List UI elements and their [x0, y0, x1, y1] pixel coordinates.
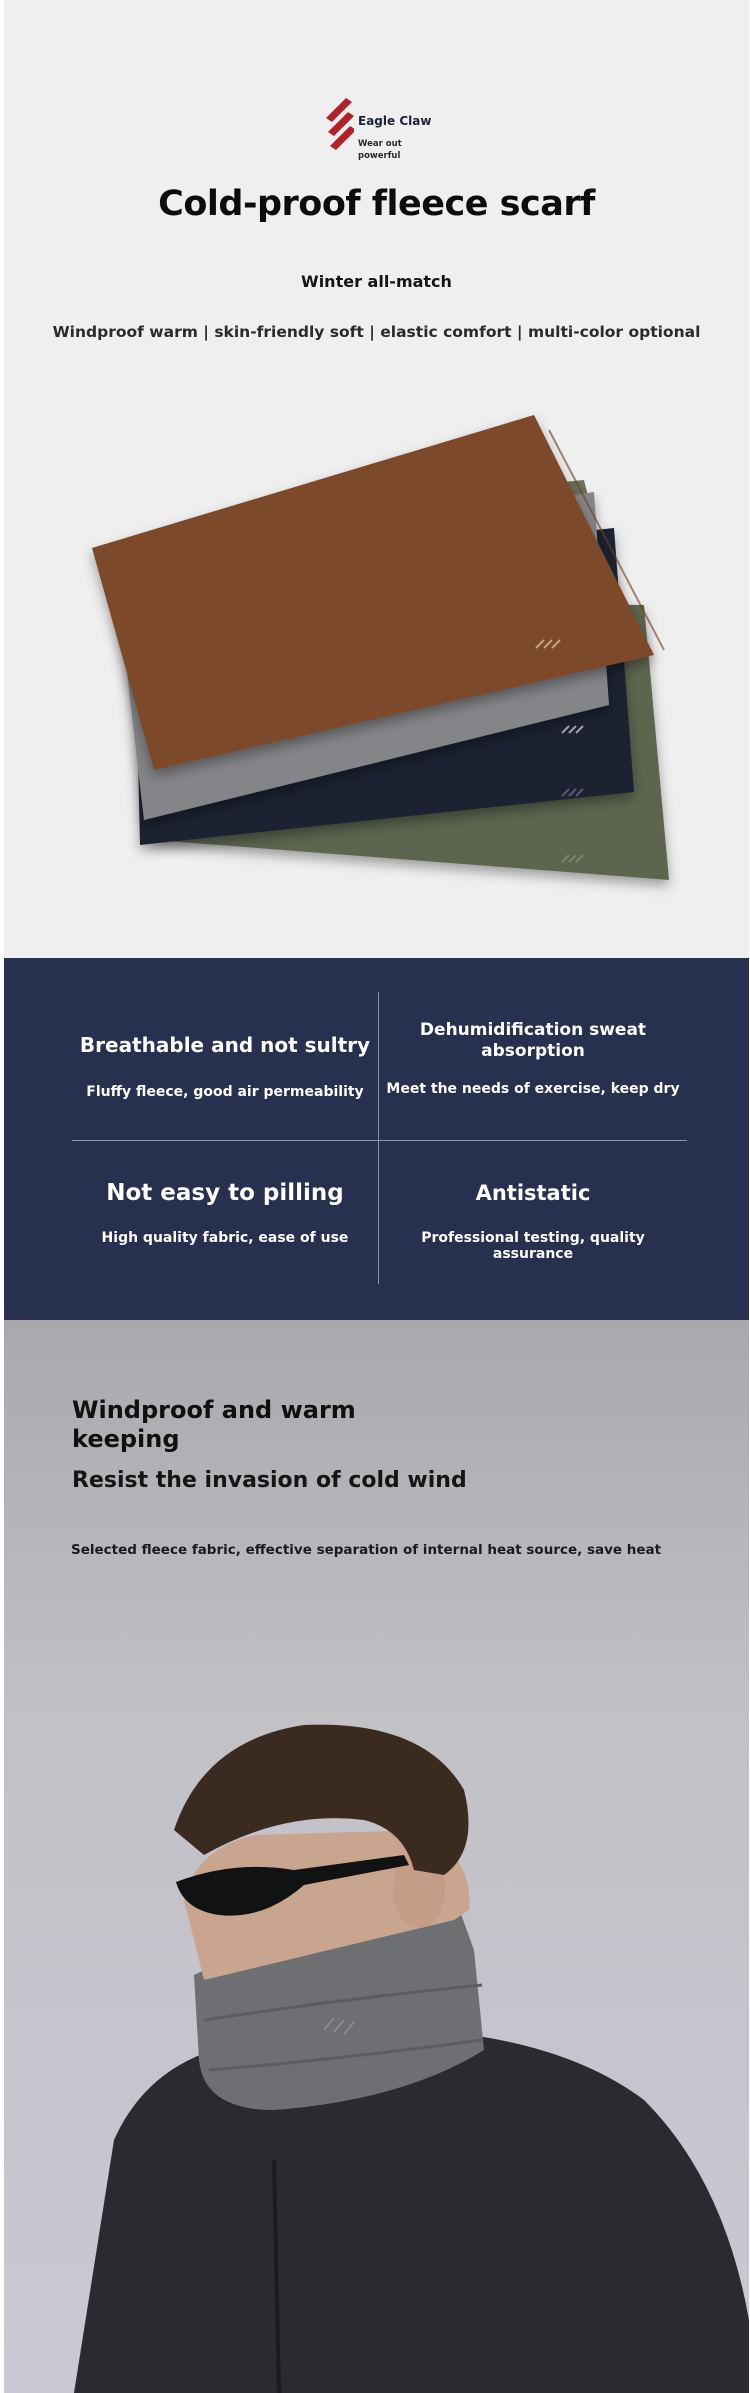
- page-subtitle: Winter all-match: [301, 272, 452, 291]
- benefit-heading: Antistatic: [475, 1181, 591, 1205]
- feature-summary: Windproof warm | skin-friendly soft | elastic comfort | multi-color optional: [52, 323, 701, 341]
- benefit-heading: Dehumidification sweat absorption: [419, 1020, 647, 1061]
- benefit-text: Meet the needs of exercise, keep dry: [386, 1081, 680, 1097]
- benefit-text: Professional testing, quality assurance: [421, 1230, 645, 1262]
- page-title: Cold-proof fleece scarf: [158, 184, 595, 224]
- benefit-dehumidification: [379, 1020, 687, 1097]
- brand-stripes-icon: [324, 98, 354, 158]
- product-header-section: [4, 0, 749, 958]
- brand-name: Eagle Claw: [358, 114, 432, 128]
- man-wearing-neck-gaiter-image: [4, 1620, 749, 2393]
- benefit-antistatic: [379, 1176, 687, 1262]
- page: [4, 0, 749, 2393]
- benefit-text: Fluffy fleece, good air permeability: [86, 1084, 364, 1100]
- benefit-heading: Breathable and not sultry: [79, 1033, 371, 1057]
- section-title: Windproof and warm keeping: [72, 1396, 356, 1453]
- benefit-pilling: [72, 1176, 378, 1246]
- section-description: Selected fleece fabric, effective separation of internal heat source, save heat: [71, 1542, 662, 1558]
- benefit-text: High quality fabric, ease of use: [101, 1230, 349, 1246]
- brand-logo: [324, 98, 444, 164]
- benefits-panel: [4, 958, 749, 1320]
- section-subtitle: Resist the invasion of cold wind: [72, 1468, 467, 1493]
- benefit-heading: Not easy to pilling: [106, 1180, 344, 1206]
- benefit-breathable: [72, 1030, 378, 1100]
- folded-scarves-image: [74, 400, 694, 900]
- windproof-section: [4, 1320, 749, 2393]
- brand-tagline: Wear out powerful: [358, 139, 402, 161]
- horizontal-divider: [72, 1140, 687, 1141]
